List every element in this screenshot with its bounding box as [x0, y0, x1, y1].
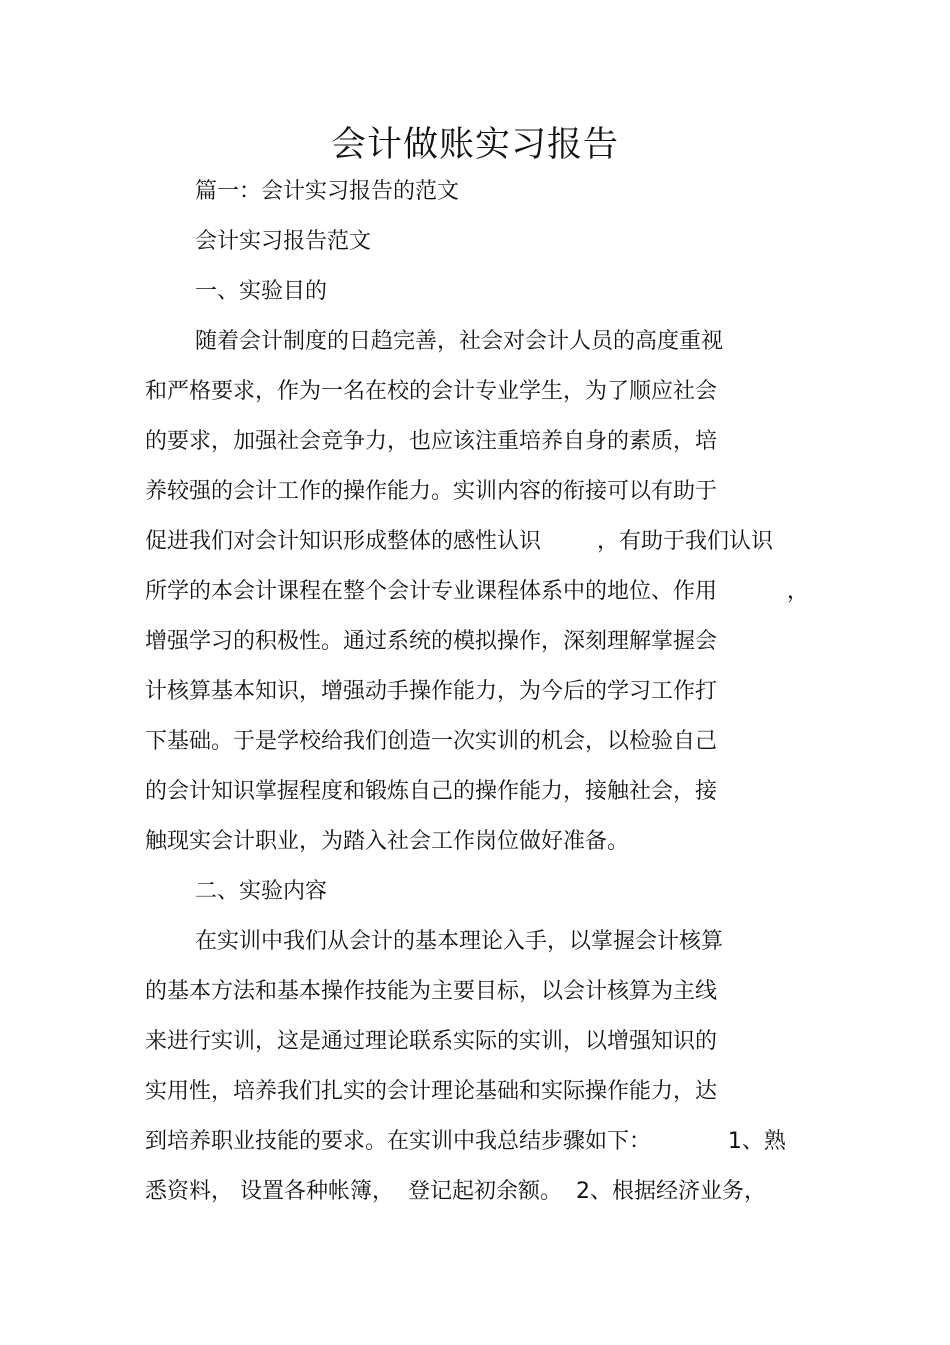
- paragraph-line: 随着会计制度的日趋完善，社会对会计人员的高度重视: [195, 329, 724, 354]
- section-heading: 二、实验内容: [195, 879, 328, 904]
- paragraph-line: 实用性，培养我们扎实的会计理论基础和实际操作能力，达: [145, 1079, 718, 1104]
- document-title: 会计做账实习报告: [330, 125, 619, 165]
- paragraph-line: 促进我们对会计知识形成整体的感性认识 ，有助于我们认识: [145, 529, 773, 554]
- paragraph-line: 到培养职业技能的要求。在实训中我总结步骤如下： 1、熟: [145, 1129, 786, 1154]
- paragraph-line: 来进行实训，这是通过理论联系实际的实训，以增强知识的: [145, 1029, 718, 1054]
- paragraph-line: 的基本方法和基本操作技能为主要目标，以会计核算为主线: [145, 979, 718, 1004]
- paragraph-line: 计核算基本知识，增强动手操作能力，为今后的学习工作打: [145, 679, 718, 704]
- subheading: 会计实习报告范文: [195, 229, 372, 254]
- section-heading: 篇一：会计实习报告的范文: [195, 179, 460, 204]
- paragraph-line: 悉资料， 设置各种帐簿， 登记起初余额。 2、根据经济业务，: [145, 1179, 766, 1204]
- paragraph-line: 养较强的会计工作的操作能力。实训内容的衔接可以有助于: [145, 479, 718, 504]
- paragraph-line: 的会计知识掌握程度和锻炼自己的操作能力，接触社会，接: [145, 779, 718, 804]
- paragraph-line: 的要求，加强社会竞争力，也应该注重培养自身的素质，培: [145, 429, 718, 454]
- paragraph-line: 在实训中我们从会计的基本理论入手，以掌握会计核算: [195, 929, 724, 954]
- paragraph-line: 所学的本会计课程在整个会计专业课程体系中的地位、作用 ，: [145, 579, 809, 604]
- paragraph-line: 和严格要求，作为一名在校的会计专业学生，为了顺应社会: [145, 379, 718, 404]
- paragraph-line: 下基础。于是学校给我们创造一次实训的机会，以检验自己: [145, 729, 718, 754]
- section-heading: 一、实验目的: [195, 279, 328, 304]
- paragraph-line: 触现实会计职业，为踏入社会工作岗位做好准备。: [145, 829, 630, 854]
- paragraph-line: 增强学习的积极性。通过系统的模拟操作，深刻理解掌握会: [145, 629, 718, 654]
